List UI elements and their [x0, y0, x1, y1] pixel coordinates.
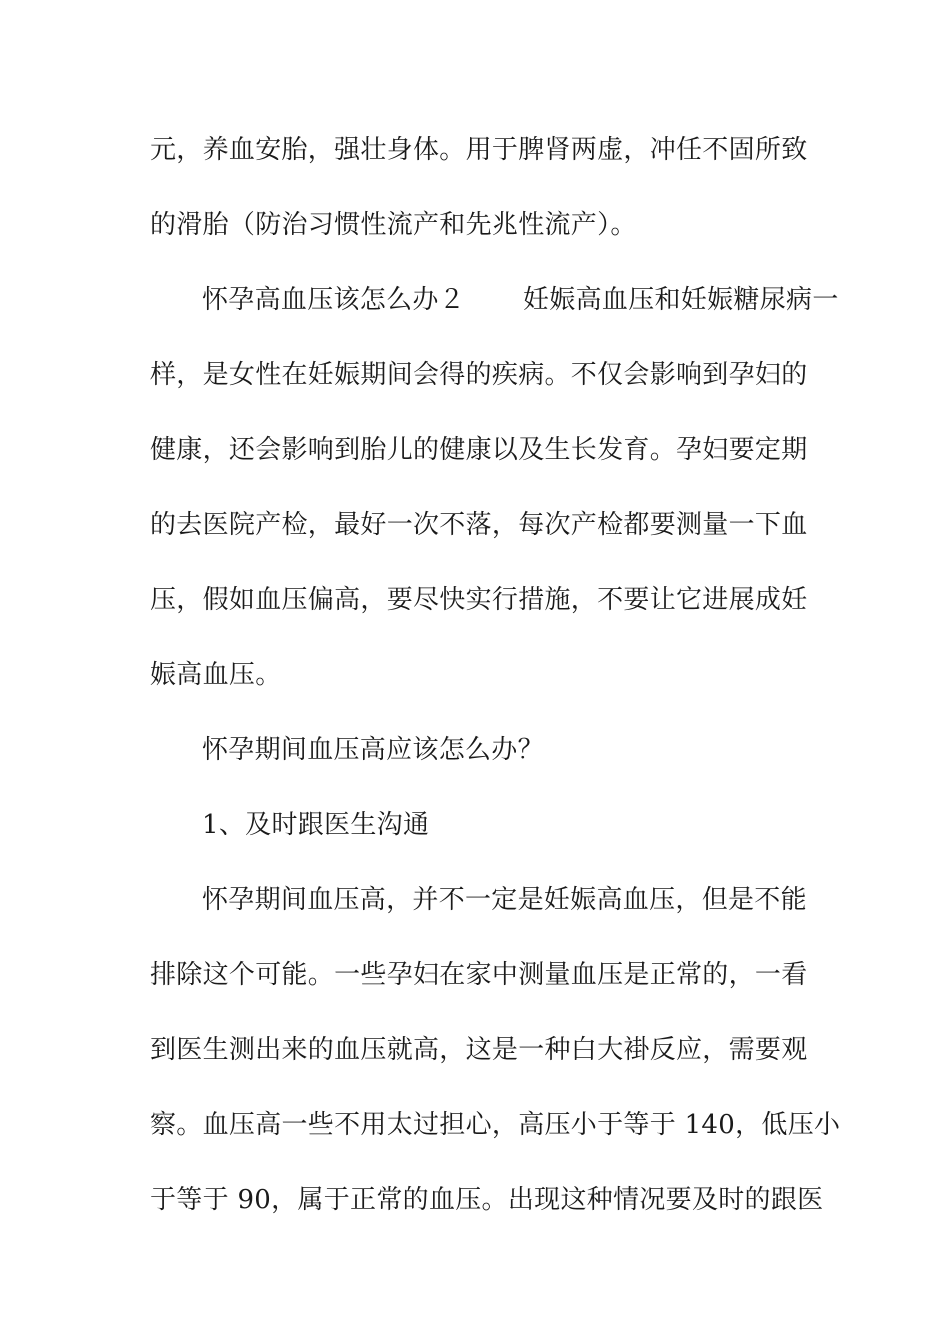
- paragraph-line: 健康，还会影响到胎儿的健康以及生长发育。孕妇要定期: [150, 435, 808, 465]
- paragraph-line: 样，是女性在妊娠期间会得的疾病。不仅会影响到孕妇的: [150, 360, 808, 390]
- question-heading: 怀孕期间血压高应该怎么办？: [202, 735, 544, 765]
- paragraph-line: 到医生测出来的血压就高，这是一种白大褂反应，需要观: [150, 1035, 808, 1065]
- paragraph-text: 妊娠高血压和妊娠糖尿病一: [523, 285, 839, 315]
- paragraph-line: 的去医院产检，最好一次不落，每次产检都要测量一下血: [150, 510, 808, 540]
- paragraph-line: 的滑胎（防治习惯性流产和先兆性流产）。: [150, 210, 637, 240]
- numbered-heading: 1、及时跟医生沟通: [202, 810, 430, 840]
- section-heading: 怀孕高血压该怎么办２: [202, 285, 466, 315]
- paragraph-line: 娠高血压。: [150, 660, 282, 690]
- paragraph-line: 压，假如血压偏高，要尽快实行措施，不要让它进展成妊: [150, 585, 808, 615]
- paragraph-line: 排除这个可能。一些孕妇在家中测量血压是正常的，一看: [150, 960, 808, 990]
- paragraph-line: 察。血压高一些不用太过担心，高压小于等于 140，低压小: [150, 1110, 841, 1140]
- paragraph-line: 于等于 90，属于正常的血压。出现这种情况要及时的跟医: [150, 1185, 824, 1215]
- paragraph-line: 怀孕期间血压高，并不一定是妊娠高血压，但是不能: [202, 885, 807, 915]
- paragraph-line: 元，养血安胎，强壮身体。用于脾肾两虚，冲任不固所致: [150, 135, 808, 165]
- section-heading-line: [202, 280, 839, 320]
